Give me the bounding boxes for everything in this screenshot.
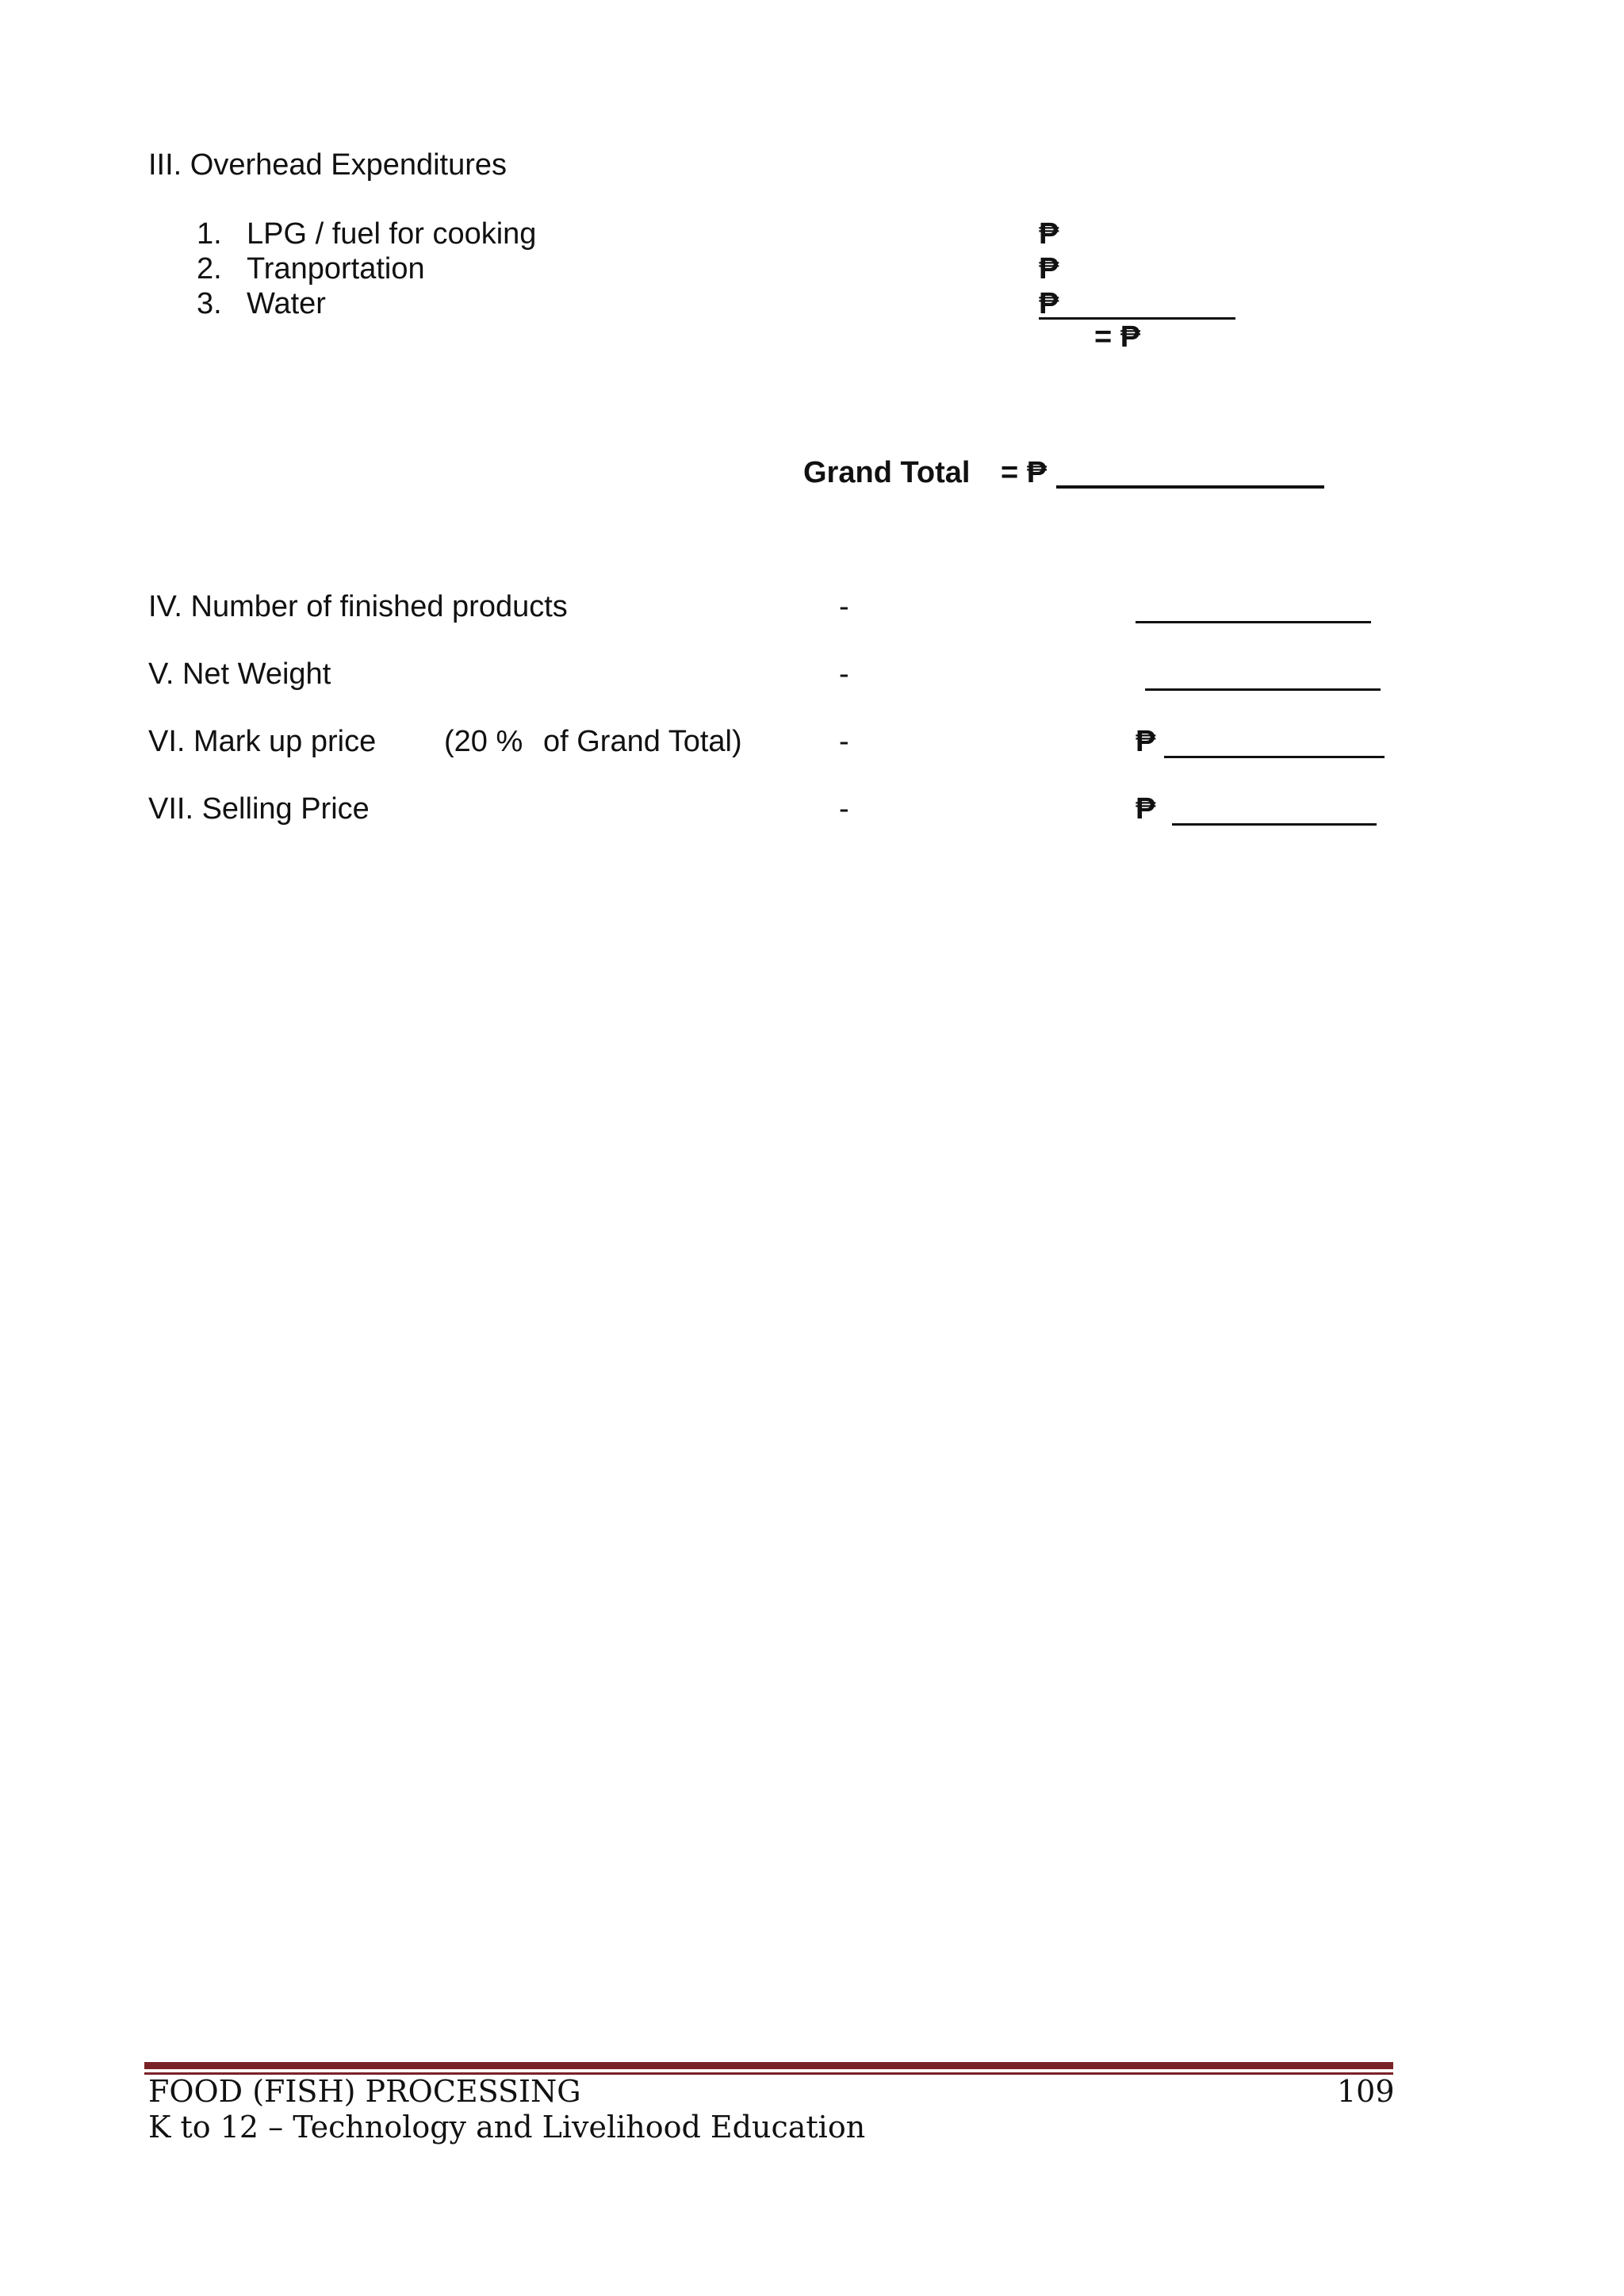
answer-blank-line	[1136, 621, 1371, 623]
row-note-grand-total: of Grand Total)	[543, 725, 742, 758]
footer-subtitle: K to 12 – Technology and Livelihood Education	[148, 2110, 866, 2145]
peso-sign: ₱	[1136, 725, 1156, 758]
grand-total-label: Grand Total	[803, 456, 971, 489]
item-label: Tranportation	[247, 252, 425, 286]
peso-sign: ₱	[1136, 792, 1156, 826]
item-number: 2.	[197, 252, 222, 286]
peso-sign: ₱	[1039, 217, 1059, 251]
grand-total-blank-line	[1056, 485, 1324, 489]
row-label: VI. Mark up price	[148, 725, 377, 758]
row-label: VII. Selling Price	[148, 792, 370, 826]
row-dash: -	[839, 590, 849, 623]
answer-blank-line	[1172, 823, 1377, 826]
row-note-percent: (20 %	[444, 725, 523, 758]
footer-title: FOOD (FISH) PROCESSING	[148, 2074, 581, 2109]
answer-blank-line	[1145, 688, 1381, 691]
item-label: Water	[247, 287, 326, 320]
item-label: LPG / fuel for cooking	[247, 217, 537, 251]
grand-total-value: = ₱	[1001, 456, 1048, 489]
page-number: 109	[1337, 2074, 1395, 2109]
footer-rule	[144, 2062, 1393, 2069]
row-label: V. Net Weight	[148, 657, 331, 691]
peso-sign: ₱	[1039, 287, 1059, 320]
peso-sign: ₱	[1039, 252, 1059, 286]
item-number: 1.	[197, 217, 222, 251]
row-dash: -	[839, 657, 849, 691]
subtotal-label: = ₱	[1094, 320, 1141, 354]
answer-blank-line	[1164, 756, 1385, 758]
section-title: III. Overhead Expenditures	[148, 148, 508, 182]
row-label: IV. Number of finished products	[148, 590, 568, 623]
row-dash: -	[839, 725, 849, 758]
item-number: 3.	[197, 287, 222, 320]
row-dash: -	[839, 792, 849, 826]
